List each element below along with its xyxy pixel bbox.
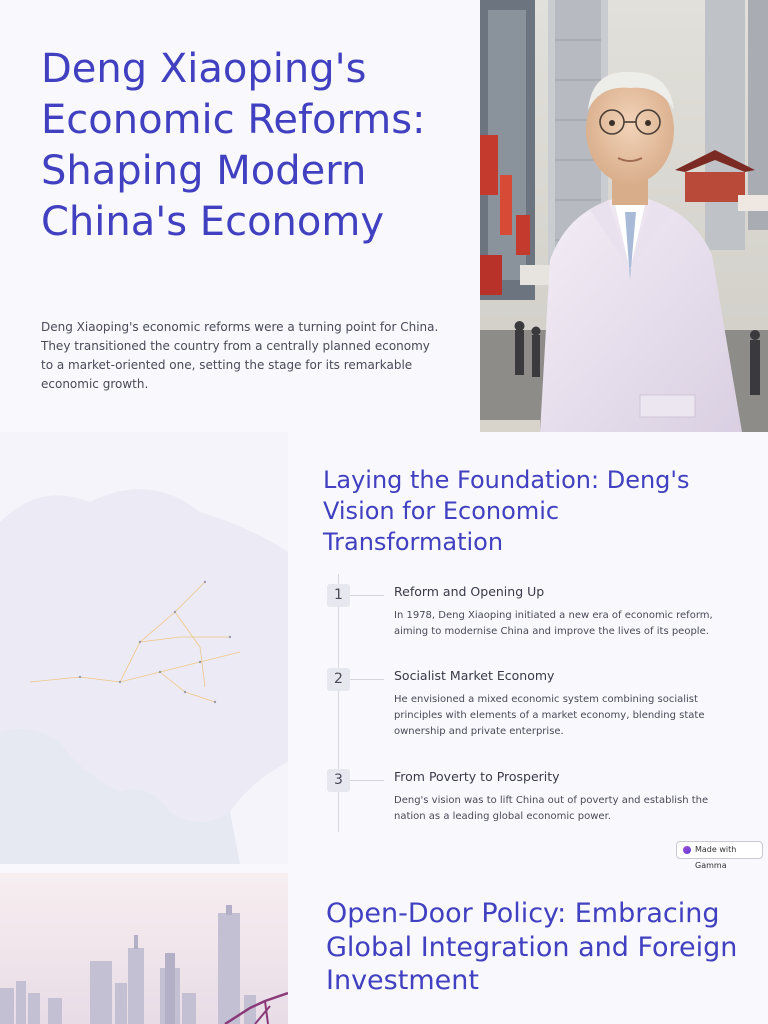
hero-description: Deng Xiaoping's economic reforms were a turning point for China. They transitioned the country from a centrally planned economy to a market-oriented one, setting the stage for its remarkable economic growth.	[41, 320, 439, 391]
badge-label: Made with Gamma	[695, 845, 737, 870]
skyline-image	[0, 873, 288, 1024]
timeline-line	[338, 574, 339, 832]
portrait-image	[480, 0, 768, 432]
step-number: 2	[327, 668, 350, 691]
step-description: Deng's vision was to lift China out of poverty and establish the nation as a leading global economic power.	[394, 795, 709, 822]
step-number: 3	[327, 769, 350, 792]
foundation-title: Laying the Foundation: Deng's Vision for Economic Transformation	[323, 466, 690, 556]
open-door-title: Open-Door Policy: Embracing Global Integration and Foreign Investment	[326, 898, 738, 996]
china-map-image	[0, 432, 288, 864]
step-number: 1	[327, 584, 350, 607]
step-connector	[350, 595, 384, 596]
step-connector	[350, 780, 384, 781]
hero-title: Deng Xiaoping's Economic Reforms: Shaping Modern China's Economy	[41, 46, 426, 245]
step-connector	[350, 679, 384, 680]
step-heading: Socialist Market Economy	[394, 668, 555, 683]
gamma-logo-icon	[683, 846, 691, 854]
step-heading: From Poverty to Prosperity	[394, 769, 560, 784]
step-heading: Reform and Opening Up	[394, 584, 545, 599]
made-with-gamma-badge[interactable]	[676, 841, 763, 870]
step-description: He envisioned a mixed economic system combining socialist principles with elements of a market economy, blending state ownership and private enterprise.	[394, 694, 705, 737]
step-description: In 1978, Deng Xiaoping initiated a new era of economic reform, aiming to modernise China and improve the lives of its people.	[394, 610, 713, 637]
